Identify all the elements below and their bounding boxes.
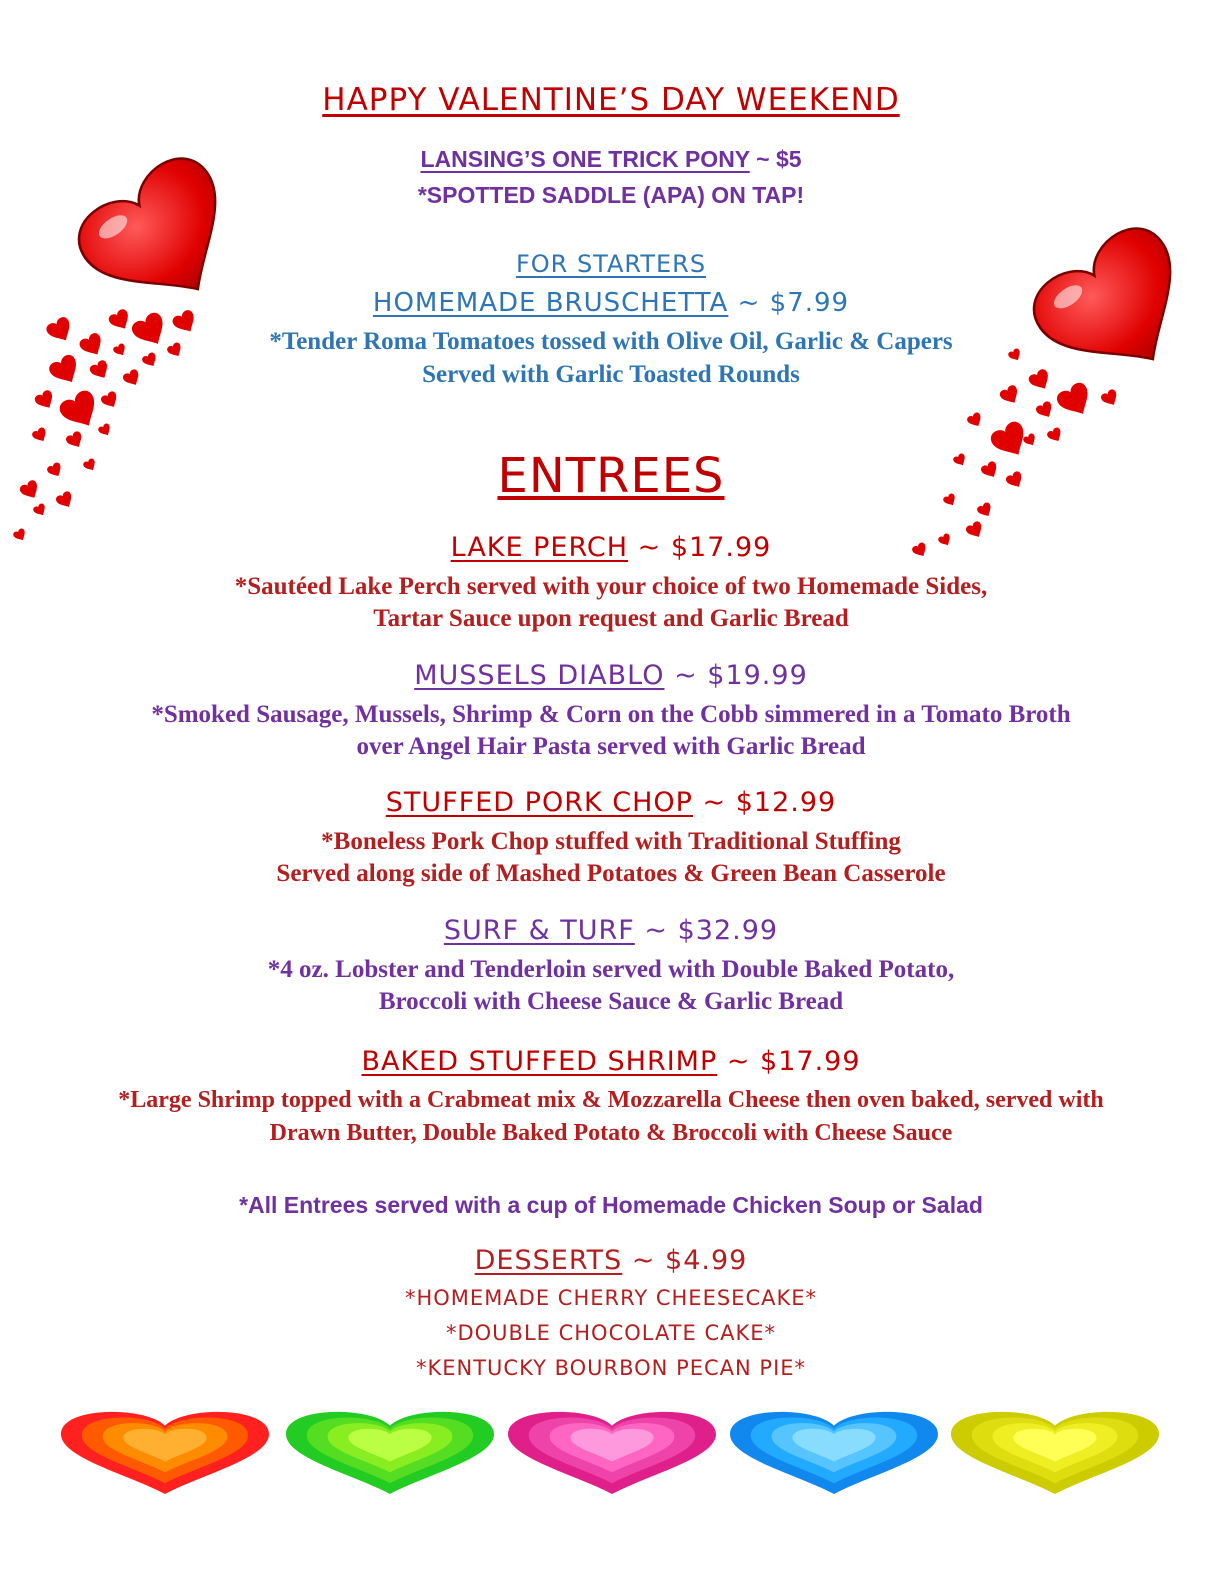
small-heart-icon [100,390,121,411]
entree-price: ~ $12.99 [692,787,837,818]
small-heart-icon [1100,388,1121,409]
small-heart-icon [966,411,985,429]
yellow-heart-icon [951,1412,1159,1494]
entree-title [0,1046,1222,1077]
starter-desc-line2: Served with Garlic Toasted Rounds [422,361,800,388]
entree-desc-line1: *Smoked Sausage, Mussels, Shrimp & Corn on the Cobb simmered in a Tomato Broth [151,701,1071,728]
entree-price: ~ $32.99 [634,915,779,946]
red-heart-icon [61,1412,269,1494]
beer-special [0,146,1222,173]
beer-note: *SPOTTED SADDLE (APA) ON TAP! [417,182,805,208]
dessert-price: ~ $4.99 [622,1245,748,1276]
entree-desc-line1: *4 oz. Lobster and Tenderloin served with Double Baked Potato, [267,956,955,983]
pink-heart-icon [508,1412,716,1494]
entree-name: SURF & TURF [443,915,635,946]
beer-price: ~ $5 [749,146,802,172]
entree-desc-line1: *Boneless Pork Chop stuffed with Traditional Stuffing [321,828,901,855]
dessert-heading: DESSERTS [474,1245,623,1276]
entree-name: LAKE PERCH [450,532,629,563]
entree-note: *All Entrees served with a cup of Homemade Chicken Soup or Salad [239,1192,983,1218]
entree-name: MUSSELS DIABLO [414,660,665,691]
entree-title [0,915,1222,946]
entree-title [0,787,1222,818]
entrees-heading: ENTREES [497,448,725,504]
starters-heading: FOR STARTERS [515,250,707,278]
entree-title [0,660,1222,691]
starter-desc-line1: *Tender Roma Tomatoes tossed with Olive Oil, Garlic & Capers [269,328,953,355]
entree-desc-line2: Served along side of Mashed Potatoes & Green Bean Casserole [276,860,946,887]
entree-desc-line2: over Angel Hair Pasta served with Garlic Bread [356,733,866,760]
small-heart-icon [57,387,105,434]
entree-title [0,532,1222,563]
dessert-item: *HOMEMADE CHERRY CHEESECAKE* [404,1286,818,1310]
entree-desc-line1: *Large Shrimp topped with a Crabmeat mix & Mozzarella Cheese then oven baked, served with [118,1087,1104,1113]
page-title: HAPPY VALENTINE’S DAY WEEKEND [322,82,900,118]
dessert-item: *DOUBLE CHOCOLATE CAKE* [445,1321,777,1345]
small-heart-icon [33,389,57,413]
dessert-item: *KENTUCKY BOURBON PECAN PIE* [415,1356,807,1380]
small-heart-icon [1046,426,1065,444]
small-heart-icon [32,502,48,518]
beer-name: LANSING’S ONE TRICK PONY [420,146,750,172]
entree-desc-line2: Drawn Butter, Double Baked Potato & Broccoli with Cheese Sauce [269,1120,953,1146]
entree-price: ~ $17.99 [628,532,772,563]
starter-item-title [0,288,1222,318]
entree-price: ~ $17.99 [717,1046,861,1077]
small-heart-icon [97,422,113,438]
entree-name: BAKED STUFFED SHRIMP [361,1046,718,1077]
blue-heart-icon [730,1412,938,1494]
entree-desc-line1: *Sautéed Lake Perch served with your choice of two Homemade Sides, [234,573,988,600]
entree-name: STUFFED PORK CHOP [385,787,693,818]
small-heart-icon [31,426,50,444]
small-heart-icon [1035,400,1056,421]
starter-item-price: ~ $7.99 [728,288,850,318]
small-heart-icon [1022,432,1038,448]
starter-item-name: HOMEMADE BRUSCHETTA [372,288,729,318]
dessert-title [0,1245,1222,1276]
entree-price: ~ $19.99 [664,660,808,691]
entree-desc-line2: Tartar Sauce upon request and Garlic Bread [373,605,849,632]
green-heart-icon [286,1412,494,1494]
entree-desc-line2: Broccoli with Cheese Sauce & Garlic Bread [378,988,844,1015]
